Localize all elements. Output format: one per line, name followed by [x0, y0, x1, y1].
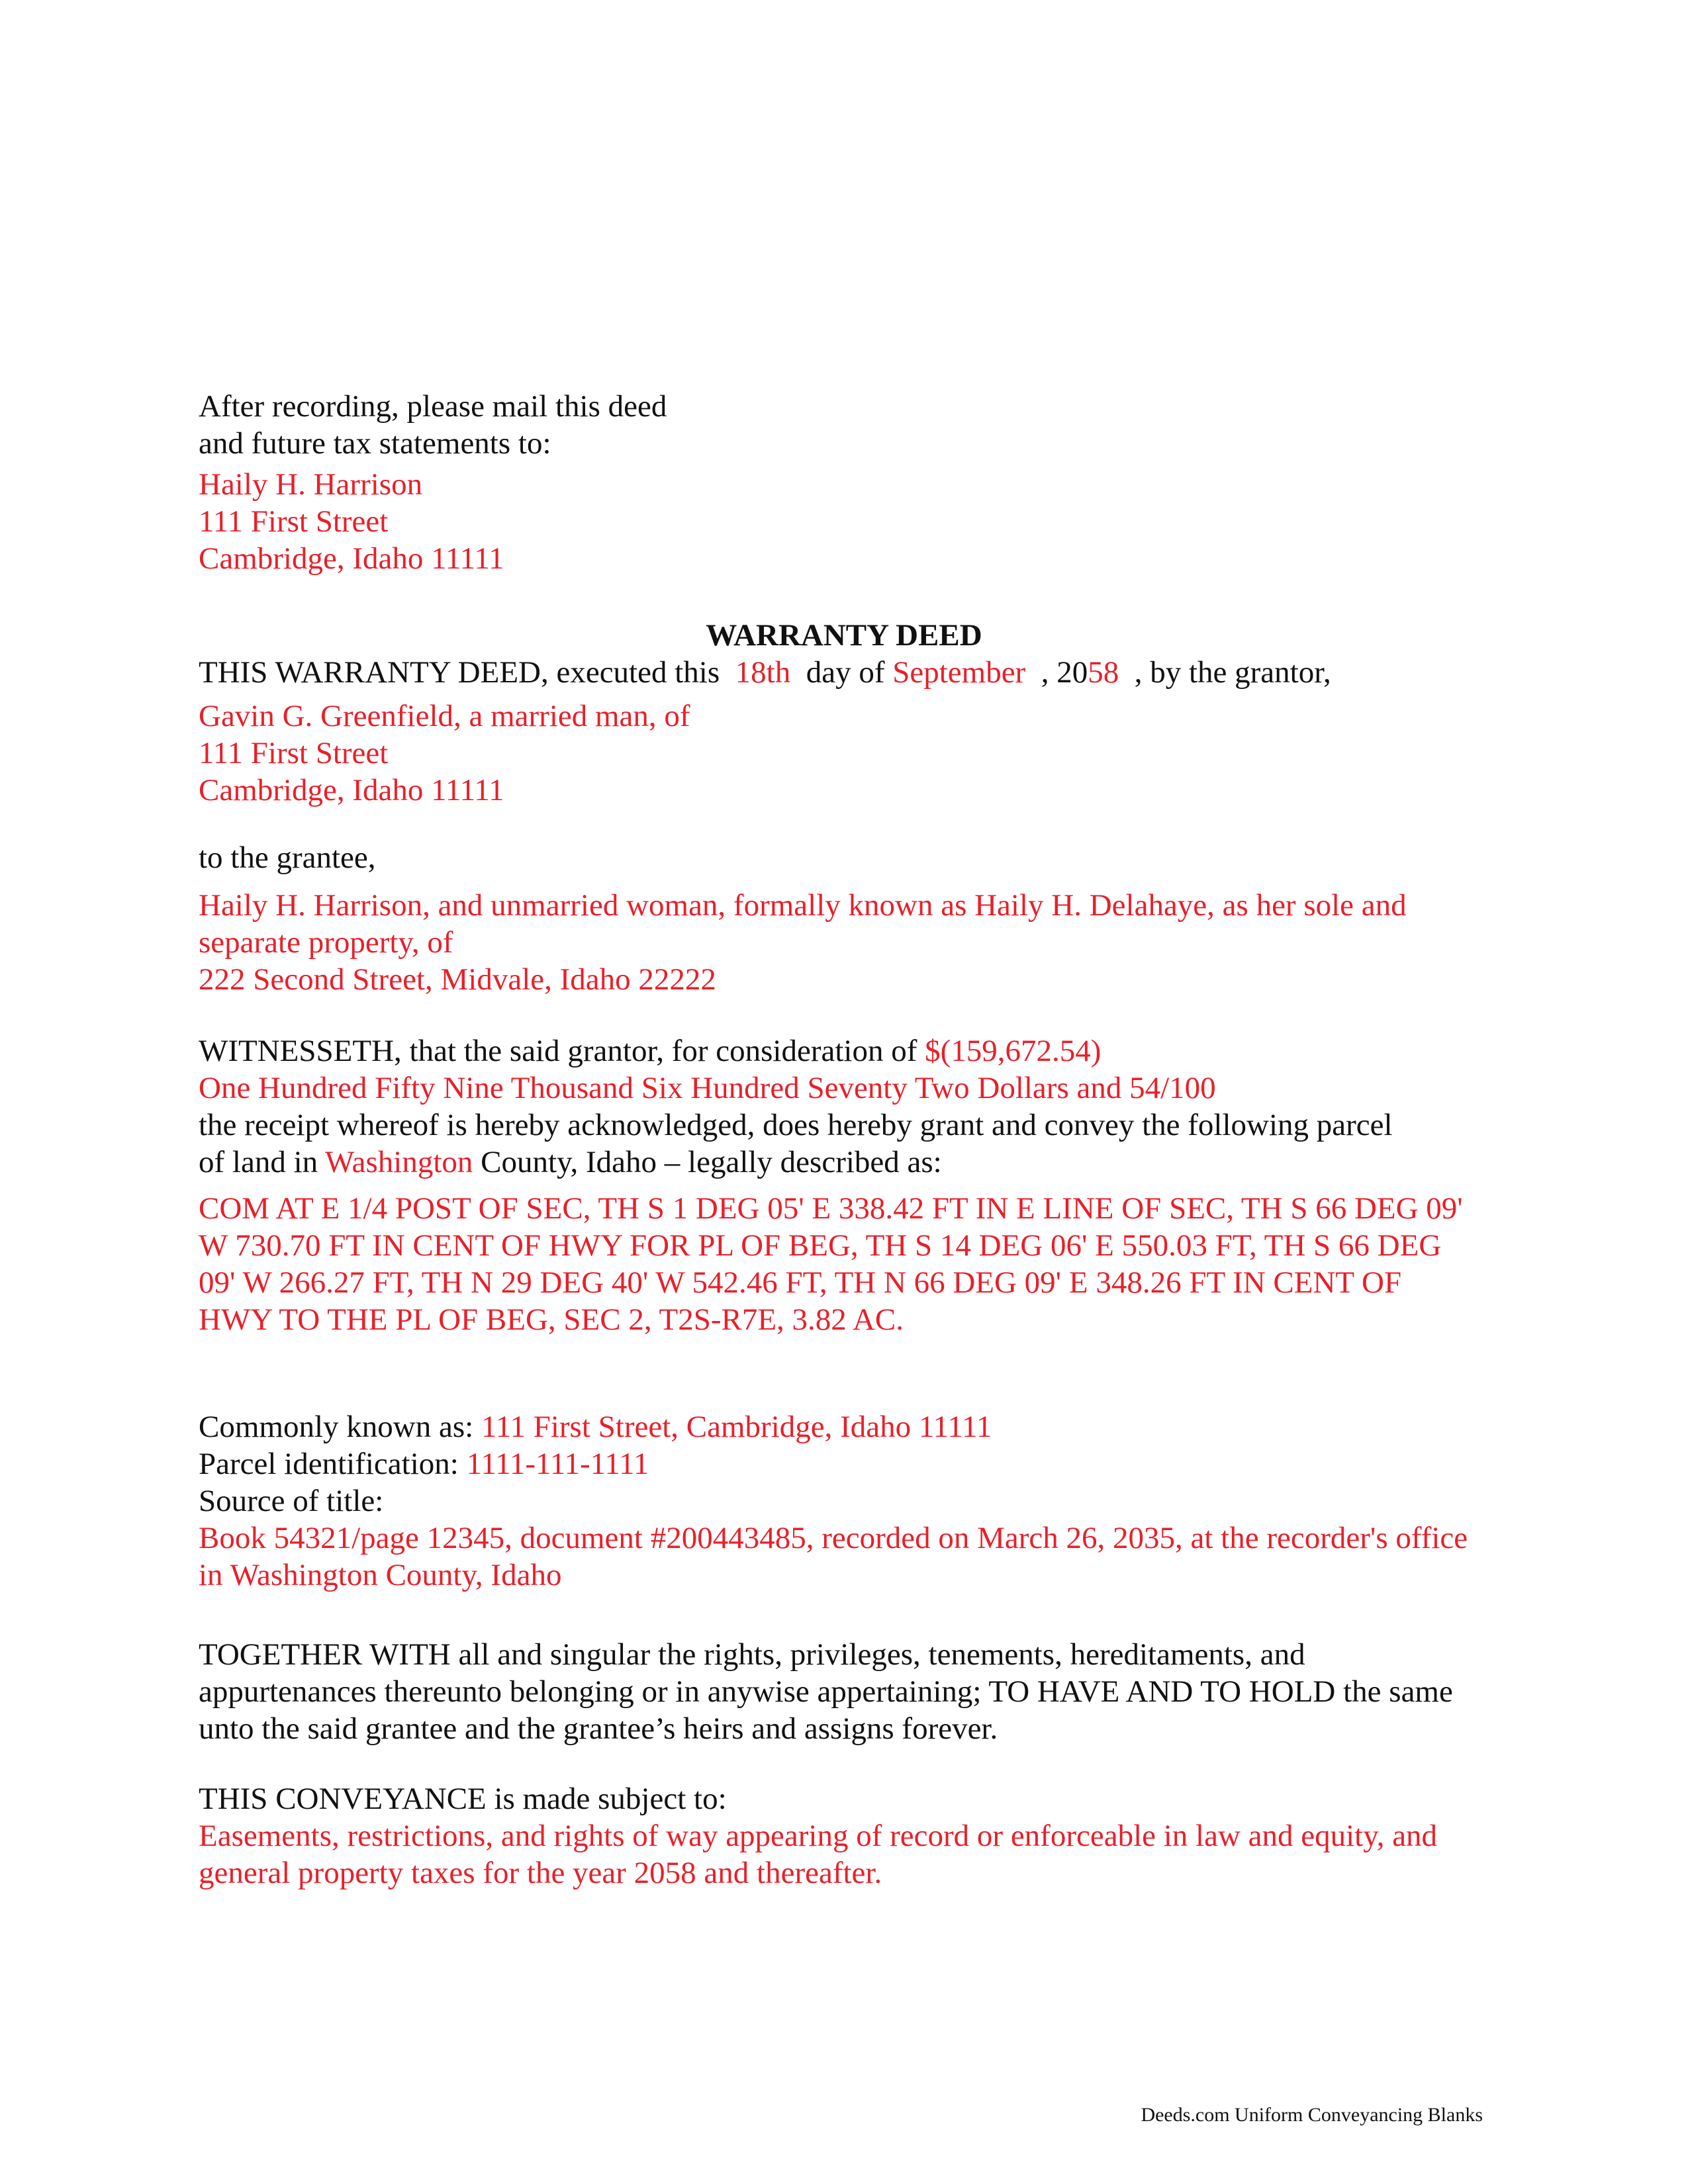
grantor-city-state-zip: Cambridge, Idaho 11111 — [199, 773, 504, 807]
return-name: Haily H. Harrison — [199, 467, 423, 502]
mail-instruction-line2: and future tax statements to: — [199, 426, 551, 461]
grantee-description: Haily H. Harrison, and unmarried woman, formally known as Haily H. Delahaye, as her sole and separate property, of — [199, 888, 1407, 960]
conveyance-subject-to: Easements, restrictions, and rights of way appearing of record or enforceable in law and equity, and general property taxes for the year 2058 and thereafter. — [199, 1819, 1438, 1890]
return-address-block — [199, 388, 1496, 577]
source-of-title-value: Book 54321/page 12345, document #200443485, recorded on March 26, 2035, at the recorder's office in Washington County, Idaho — [199, 1521, 1468, 1592]
conveyance-block — [199, 1780, 1496, 1891]
return-city-state-zip: Cambridge, Idaho 11111 — [199, 541, 504, 576]
grantor-name: Gavin G. Greenfield, a married man, of — [199, 699, 690, 733]
execution-prefix: THIS WARRANTY DEED, executed this — [199, 655, 720, 690]
receipt-text: the receipt whereof is hereby acknowledged, does hereby grant and convey the following parcel — [199, 1108, 1393, 1142]
footer-credit: Deeds.com Uniform Conveyancing Blanks — [1141, 2104, 1483, 2126]
witnesseth-block — [199, 1032, 1496, 1181]
execution-day: 18th — [735, 655, 791, 690]
legal-description: COM AT E 1/4 POST OF SEC, TH S 1 DEG 05' E 338.42 FT IN E LINE OF SEC, TH S 66 DEG 09' W 730.70 FT IN CENT OF HWY FOR PL OF BEG, TH S 14 DEG 06' E 550.03 FT, TH S 66 DEG 09' W 266.27 FT, TH N 29 DEG 40' W 542.46 FT, TH N 66 DEG 09' E 348.26 FT IN CENT OF HWY TO THE PL OF BEG, SEC 2, T2S-R7E, 3.82 AC. — [199, 1191, 1463, 1337]
grantor-street: 111 First Street — [199, 736, 389, 770]
execution-line — [199, 654, 1496, 691]
return-street: 111 First Street — [199, 504, 389, 539]
grantor-block — [199, 698, 1496, 809]
grantee-address: 222 Second Street, Midvale, Idaho 22222 — [199, 962, 716, 997]
land-suffix: County, Idaho – legally described as: — [481, 1145, 942, 1179]
execution-year-suffix: 58 — [1088, 655, 1119, 690]
consideration-amount: $(159,672.54) — [925, 1034, 1102, 1068]
execution-day-of: day of — [806, 655, 885, 690]
execution-month: September — [892, 655, 1026, 690]
mail-instruction-line1: After recording, please mail this deed — [199, 389, 667, 424]
parcel-label: Parcel identification: — [199, 1447, 459, 1481]
consideration-amount-words: One Hundred Fifty Nine Thousand Six Hundred Seventy Two Dollars and 54/100 — [199, 1071, 1216, 1105]
property-info-block — [199, 1408, 1496, 1594]
source-of-title-label: Source of title: — [199, 1484, 384, 1518]
document-title: WARRANTY DEED — [706, 618, 982, 653]
together-with-clause: TOGETHER WITH all and singular the rights, privileges, tenements, hereditaments, and appurtenances thereunto belonging or in anywise appertaining; TO HAVE AND TO HOLD the same unto the said grantee and the grantee’s heirs and assigns forever. — [199, 1637, 1453, 1746]
land-prefix: of land in — [199, 1145, 318, 1179]
parcel-value: 1111-111-1111 — [466, 1447, 649, 1481]
witnesseth-prefix: WITNESSETH, that the said grantor, for consideration of — [199, 1034, 917, 1068]
execution-year-prefix: , 20 — [1041, 655, 1088, 690]
commonly-known-label: Commonly known as: — [199, 1410, 474, 1444]
grantee-block — [199, 887, 1496, 998]
commonly-known-value: 111 First Street, Cambridge, Idaho 11111 — [481, 1410, 992, 1444]
execution-grantor-suffix: , by the grantor, — [1134, 655, 1331, 690]
conveyance-intro: THIS CONVEYANCE is made subject to: — [199, 1782, 727, 1816]
grantee-intro: to the grantee, — [199, 841, 376, 875]
county-name: Washington — [325, 1145, 473, 1179]
